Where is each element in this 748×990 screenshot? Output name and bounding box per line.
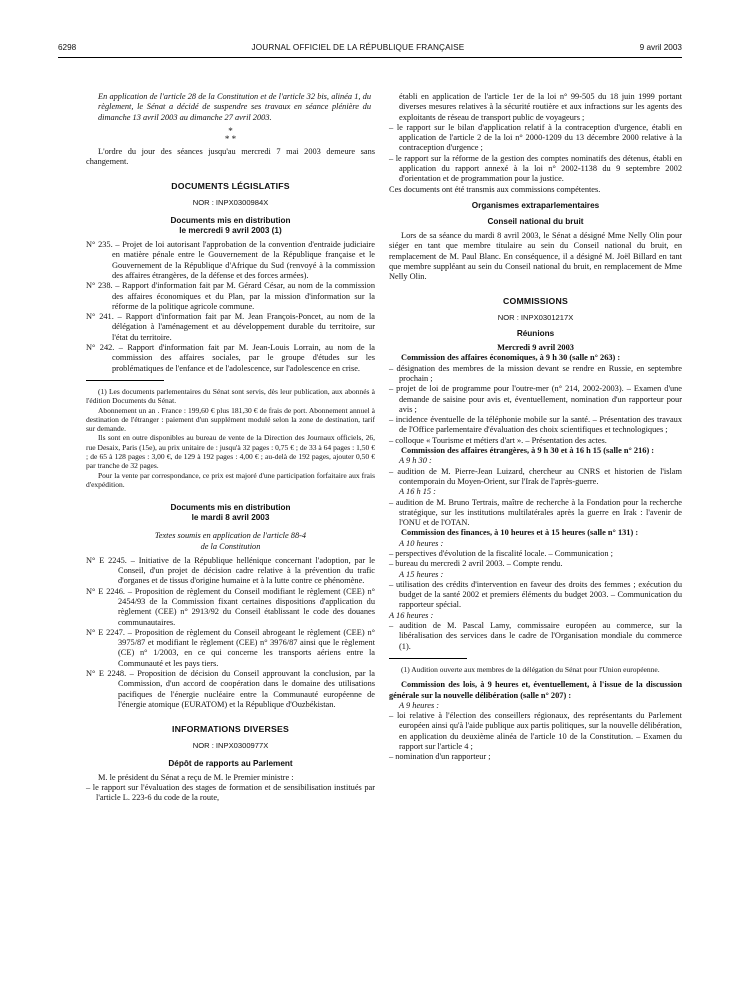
time-label: A 10 heures : xyxy=(399,538,444,548)
document-item: N° E 2248. – Proposition de décision du Conseil approuvant la conclusion, par la Commission, d'un accord de coopération dans le domaine des utilisations pacifiques de l'énergie nucléaire entre la Communauté européenne de l'énergie atomique (EURATOM) et la République d'Ouzbékistan. xyxy=(86,669,375,709)
time-label: A 16 heures : xyxy=(389,610,434,620)
time-label: A 9 h 30 : xyxy=(399,456,432,466)
document-item: N° E 2245. – Initiative de la République hellénique concernant l'adoption, par le Conseil, d'un projet de décision cadre relative à la prévention du trafic d'organes et de tissus d'origine humaine et à la lutte contre ce phénomène. xyxy=(86,555,375,586)
nor-reference: NOR : INPX0300984X xyxy=(192,197,269,207)
meeting-date: Mercredi 9 avril 2003 xyxy=(497,343,574,353)
list-item: – incidence éventuelle de la téléphonie mobile sur la santé. – Présentation des travaux de l'Office parlementaire d'évaluation des choix scientifiques et technologiques ; xyxy=(389,415,682,435)
footnote-text: Pour la vente par correspondance, ce prix est majoré d'une participation forfaitaire aux frais d'expédition. xyxy=(86,470,375,489)
subsection-title: Organismes extraparlementaires xyxy=(471,200,600,210)
commission-heading: Commission des affaires étrangères, à 9 h 30 et à 16 h 15 (salle n° 216) : xyxy=(401,446,655,456)
paragraph: établi en application de l'article 1er de la loi n° 99-505 du 18 juin 1999 portant diverses mesures relatives à la sécurité routière et aux infractions sur les agents des exploitants de réseau de transport public de voyageurs ; xyxy=(399,92,682,122)
footnote-rule xyxy=(389,658,467,659)
subsection-date: le mercredi 9 avril 2003 (1) xyxy=(179,226,282,236)
document-item: N° 241. – Rapport d'information fait par M. Jean François-Poncet, au nom de la délégation à l'aménagement et au développement durable du territoire, sur l'état du territoire. xyxy=(86,312,375,342)
page-header xyxy=(58,40,682,54)
document-item: N° 235. – Projet de loi autorisant l'approbation de la convention d'entraide judiciaire en matière pénale entre le Gouvernement de la République française et le Gouvernement de la République d'Afrique du Sud (renvoyé à la commission des affaires étrangères, de la défense et des forces armées). xyxy=(86,240,375,280)
time-label: A 16 h 15 : xyxy=(399,487,436,497)
list-item: – le rapport sur l'évaluation des stages de formation et de sensibilisation institués par l'article L. 223-6 du code de la route, xyxy=(86,783,375,803)
list-item: – colloque « Tourisme et métiers d'art ». – Présentation des actes. xyxy=(389,435,607,445)
page-number: 6298 xyxy=(58,42,77,52)
document-item: N° 238. – Rapport d'information fait par M. Gérard César, au nom de la commission des affaires économiques et du Plan, par la mission d'information sur la réforme de la politique agricole commune. xyxy=(86,281,375,311)
issue-date: 9 avril 2003 xyxy=(639,42,682,52)
left-column xyxy=(86,92,375,804)
commission-heading: Commission des lois, à 9 heures et, éventuellement, à l'issue de la discussion générale sur la nouvelle délibération (salle n° 207) : xyxy=(389,680,682,700)
ordre-du-jour: L'ordre du jour des séances jusqu'au mercredi 7 mai 2003 demeure sans changement. xyxy=(86,146,375,167)
commission-heading: Commission des finances, à 10 heures et à 15 heures (salle n° 131) : xyxy=(401,528,639,538)
nor-reference: NOR : INPX0300977X xyxy=(192,740,269,750)
subsection-title: Documents mis en distribution xyxy=(170,503,291,513)
commission-heading: Commission des affaires économiques, à 9 h 30 (salle n° 263) : xyxy=(401,353,621,363)
section-title-commissions: COMMISSIONS xyxy=(503,296,568,307)
textes-title: Textes soumis en application de l'article 88-4 xyxy=(154,531,307,541)
separator-stars: * * * xyxy=(224,125,237,144)
list-item: – audition de M. Pascal Lamy, commissaire européen au commerce, sur la libéralisation des services dans le cadre de l'Organisation mondiale du commerce (1). xyxy=(389,621,682,651)
list-item: – audition de M. Pierre-Jean Luizard, chercheur au CNRS et historien de l'islam contemporain du Moyen-Orient, sur l'Irak de l'après-guerre. xyxy=(389,466,682,486)
footnote-text: Abonnement un an . France : 199,60 € plus 181,30 € de frais de port. Abonnement annuel à destination de l'étranger : paiement d'un supplément modulé selon la zone de destination, tarif sur demande. xyxy=(86,405,375,434)
list-item: – utilisation des crédits d'intervention en faveur des droits des femmes ; exécution du budget de la santé 2002 et premiers éléments du budget 2003. – Communication du rapporteur spécial. xyxy=(389,579,682,610)
list-item: – désignation des membres de la mission devant se rendre en Russie, en septembre prochain ; xyxy=(389,363,682,383)
subsection-title: Réunions xyxy=(516,329,555,339)
list-item: – le rapport sur le bilan d'application relatif à la contraception d'urgence, établi en application de l'article 2 de la loi n° 2000-1209 du 13 décembre 2000 relative à la contraception d'urgence ; xyxy=(389,122,682,153)
footnote-rule xyxy=(86,380,164,381)
subsection-date: le mardi 8 avril 2003 xyxy=(191,513,270,523)
document-item: N° E 2247. – Proposition de règlement du Conseil abrogeant le règlement (CEE) n° 3975/87 et modifiant le règlement (CEE) n° 3976/87 ainsi que le règlement (CE) n° 1/2003, en ce qui concerne les transports aériens entre la Communauté et les pays tiers. xyxy=(86,627,375,668)
suspension-notice: En application de l'article 28 de la Constitution et de l'article 32 bis, alinéa 1, du règlement, le Sénat a décidé de suspendre ses travaux en séance plénière du dimanche 13 avril 2003 au dimanche 27 avril 2003. xyxy=(98,92,371,122)
section-title-documents-legislatifs: DOCUMENTS LÉGISLATIFS xyxy=(171,181,290,192)
document-item: N° E 2246. – Proposition de règlement du Conseil modifiant le règlement (CEE) n° 2454/93 de la Commission fixant certaines dispositions d'application du règlement (CEE) n° 2913/92 du Conseil établissant le code des douanes communautaires. xyxy=(86,586,375,627)
subsection-title: Documents mis en distribution xyxy=(170,216,291,226)
header-rule xyxy=(58,57,682,58)
list-item: – perspectives d'évolution de la fiscalité locale. – Communication ; xyxy=(389,548,613,558)
journal-title: JOURNAL OFFICIEL DE LA RÉPUBLIQUE FRANÇAISE xyxy=(251,42,465,52)
list-item: – bureau du mercredi 2 avril 2003. – Compte rendu. xyxy=(389,559,563,569)
footnote-text: Ils sont en outre disponibles au bureau de vente de la Direction des Journaux officiels, 26, rue Desaix, Paris (15e), au prix unitaire de : jusqu'à 32 pages : 0,75 € ; de 33 à 64 pages : 1,50 € ; de 65 à 128 pages : 3,00 €, de 129 à 192 pages : 4,00 € ; au-delà de 192 pages, ajouter 0,50 € par tranche de 32 pages. xyxy=(86,433,375,471)
paragraph: Ces documents ont été transmis aux commissions compétentes. xyxy=(389,184,601,194)
subsection-title: Dépôt de rapports au Parlement xyxy=(168,758,293,768)
time-label: A 9 heures : xyxy=(399,700,440,710)
list-item: – le rapport sur la réforme de la gestion des comptes nominatifs des détenus, établi en application du rapport annexé à la loi n° 2002-1138 du 9 septembre 2002 d'orientation et de programmation pour la justice. xyxy=(389,153,682,184)
time-label: A 15 heures : xyxy=(399,569,444,579)
right-column xyxy=(389,92,682,763)
footnote-text: (1) Audition ouverte aux membres de la délégation du Sénat pour l'Union européenne. xyxy=(401,664,660,674)
document-item: N° 242. – Rapport d'information fait par M. Jean-Louis Lorrain, au nom de la commission des affaires sociales, par le groupe d'études sur les problématiques de l'enfance et de l'adolescence, sur l'adolescence en crise. xyxy=(86,343,375,373)
footnote-block xyxy=(86,387,375,489)
paragraph: M. le président du Sénat a reçu de M. le Premier ministre : xyxy=(98,772,294,782)
list-item: – audition de M. Bruno Tertrais, maître de recherche à la Fondation pour la recherche stratégique, sur les institutions multilatérales après la guerre en Irak : l'avenir de l'ONU et de l'OTAN. xyxy=(389,497,682,528)
paragraph: Lors de sa séance du mardi 8 avril 2003, le Sénat a désigné Mme Nelly Olin pour siéger en tant que membre titulaire au sein du Conseil national du bruit, en remplacement de M. Paul Blanc. En conséquence, il a désigné M. Joël Billard en tant que membre suppléant au sein du Conseil national du bruit, en remplacement de Mme Nelly Olin. xyxy=(389,230,682,282)
textes-subtitle: de la Constitution xyxy=(200,541,261,551)
list-item: – loi relative à l'élection des conseillers régionaux, des représentants du Parlement européen ainsi qu'à l'aide publique aux partis politiques, sur la nouvelle délibération, en application du deuxième alinéa de l'article 10 de la Constitution. – Examen du rapport sur l'article 4 ; xyxy=(389,711,682,752)
footnote-text: (1) Les documents parlementaires du Sénat sont servis, dès leur publication, aux abonnés à l'édition Documents du Sénat. xyxy=(86,386,375,406)
section-title-informations-diverses: INFORMATIONS DIVERSES xyxy=(172,724,289,735)
list-item: – nomination d'un rapporteur ; xyxy=(389,752,491,762)
list-item: – projet de loi de programme pour l'outre-mer (n° 214, 2002-2003). – Examen d'une demande de saisine pour avis et, éventuellement, nomination d'un rapporteur pour avis ; xyxy=(389,384,682,414)
nor-reference: NOR : INPX0301217X xyxy=(497,312,574,322)
subsection-title: Conseil national du bruit xyxy=(487,216,584,226)
